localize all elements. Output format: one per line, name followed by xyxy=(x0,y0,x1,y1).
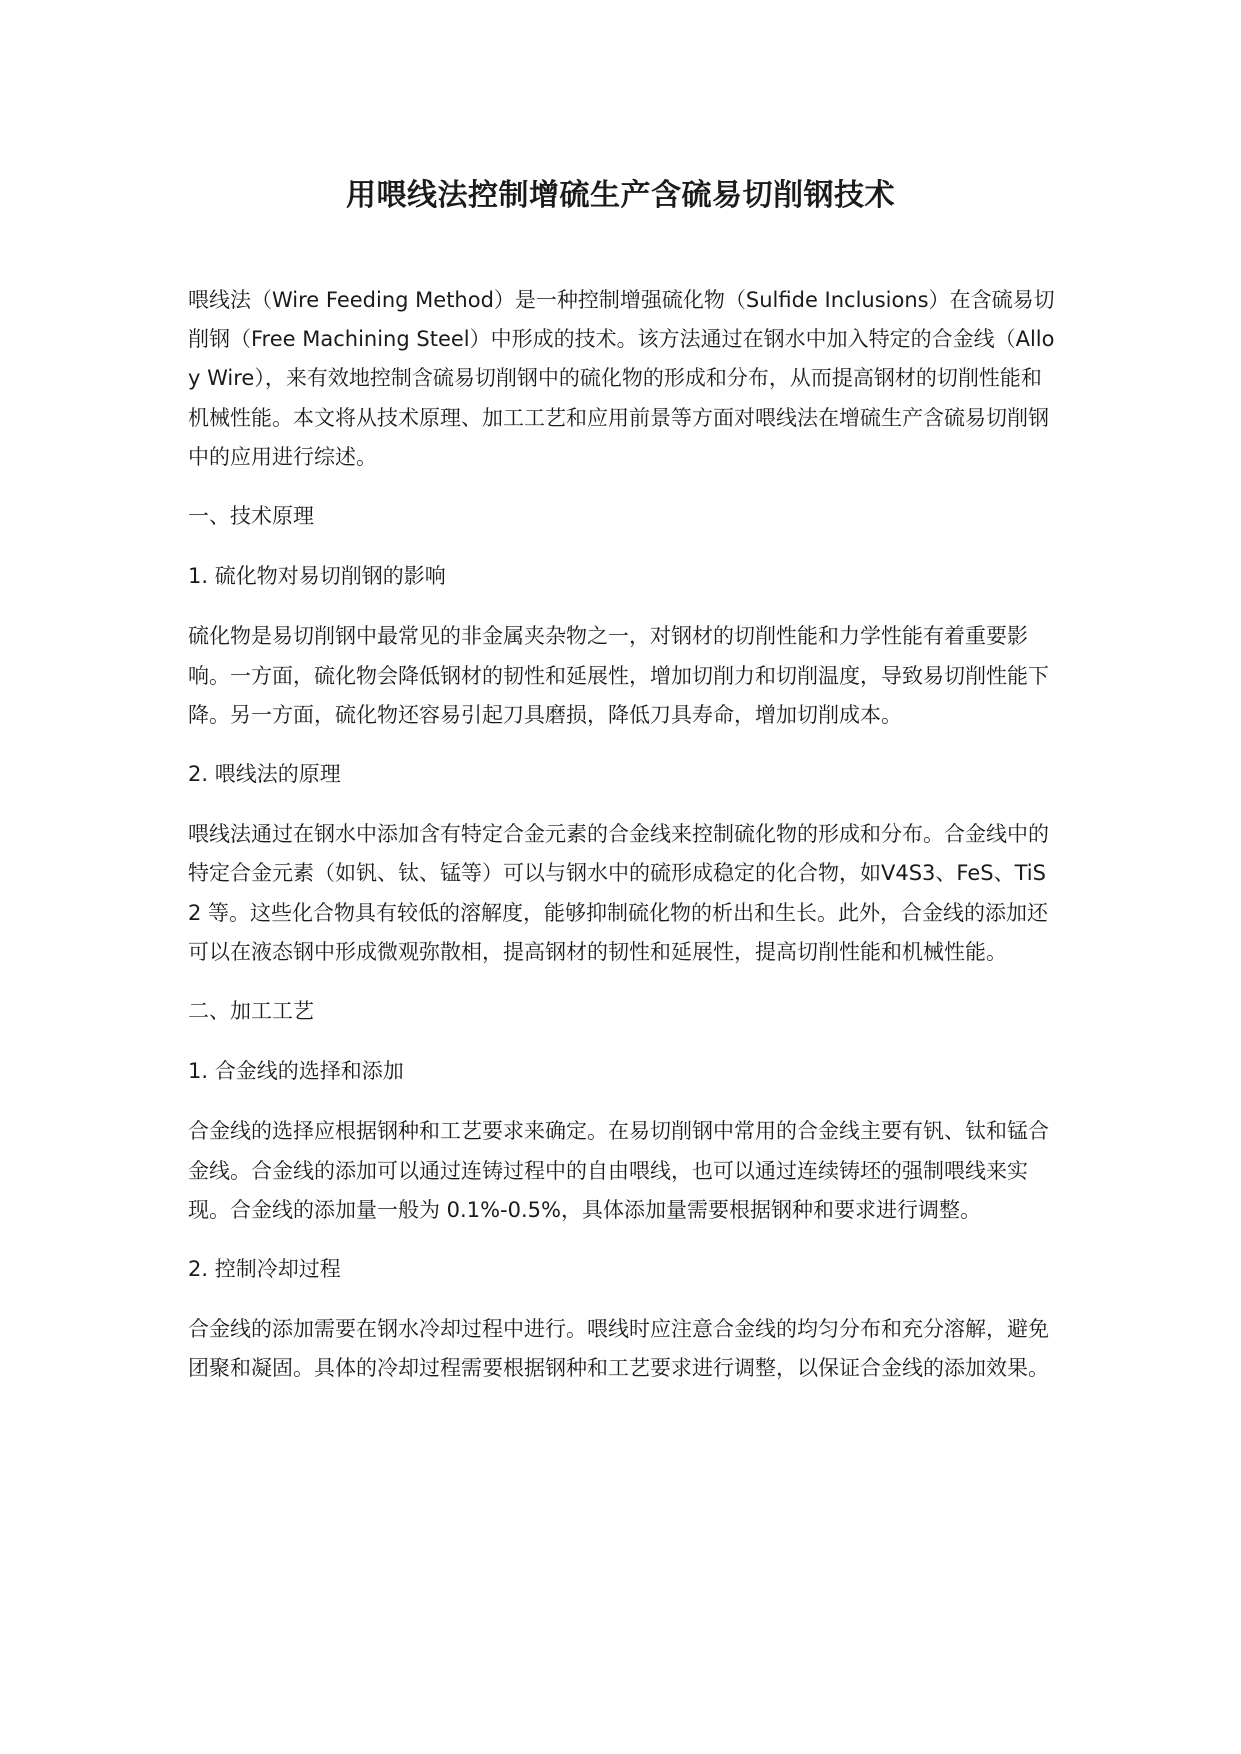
subheading-cooling-control: 2. 控制冷却过程 xyxy=(188,1257,341,1282)
section-heading-principle: 一、技术原理 xyxy=(188,504,314,529)
subheading-wire-feeding-principle: 2. 喂线法的原理 xyxy=(188,762,341,787)
intro-paragraph: 喂线法（Wire Feeding Method）是一种控制增强硫化物（Sulfide Inclusions）在含硫易切削钢（Free Machining Steel）中形成的技术。该方法通过在钢水中加入特定的合金线（Alloy Wire），来有效地控制含硫易切削钢中的硫化物的形成和分布，从而提高钢材的切削性能和机械性能。本文将从技术原理、加工工艺和应用前景等方面对喂线法在增硫生产含硫易切削钢中的应用进行综述。 xyxy=(188,288,1055,469)
subheading-alloy-wire-selection: 1. 合金线的选择和添加 xyxy=(188,1059,404,1084)
section-heading-process: 二、加工工艺 xyxy=(188,999,314,1024)
paragraph-cooling-control: 合金线的添加需要在钢水冷却过程中进行。喂线时应注意合金线的均匀分布和充分溶解，避免团聚和凝固。具体的冷却过程需要根据钢种和工艺要求进行调整，以保证合金线的添加效果。 xyxy=(188,1317,1049,1381)
paragraph-wire-feeding-principle: 喂线法通过在钢水中添加含有特定合金元素的合金线来控制硫化物的形成和分布。合金线中的特定合金元素（如钒、钛、锰等）可以与钢水中的硫形成稳定的化合物，如V4S3、FeS、TiS2 等。这些化合物具有较低的溶解度，能够抑制硫化物的析出和生长。此外，合金线的添加还可以在液态钢中形成微观弥散相，提高钢材的韧性和延展性，提高切削性能和机械性能。 xyxy=(188,822,1049,964)
paragraph-sulfide-influence: 硫化物是易切削钢中最常见的非金属夹杂物之一，对钢材的切削性能和力学性能有着重要影响。一方面，硫化物会降低钢材的韧性和延展性，增加切削力和切削温度，导致易切削性能下降。另一方面，硫化物还容易引起刀具磨损，降低刀具寿命，增加切削成本。 xyxy=(188,624,1049,727)
paragraph-alloy-wire-selection: 合金线的选择应根据钢种和工艺要求来确定。在易切削钢中常用的合金线主要有钒、钛和锰合金线。合金线的添加可以通过连铸过程中的自由喂线，也可以通过连续铸坯的强制喂线来实现。合金线的添加量一般为 0.1%-0.5%，具体添加量需要根据钢种和要求进行调整。 xyxy=(188,1119,1049,1222)
subheading-sulfide-influence: 1. 硫化物对易切削钢的影响 xyxy=(188,564,446,589)
document-body xyxy=(188,281,1058,1409)
document-title: 用喂线法控制增硫生产含硫易切削钢技术 xyxy=(346,178,895,213)
